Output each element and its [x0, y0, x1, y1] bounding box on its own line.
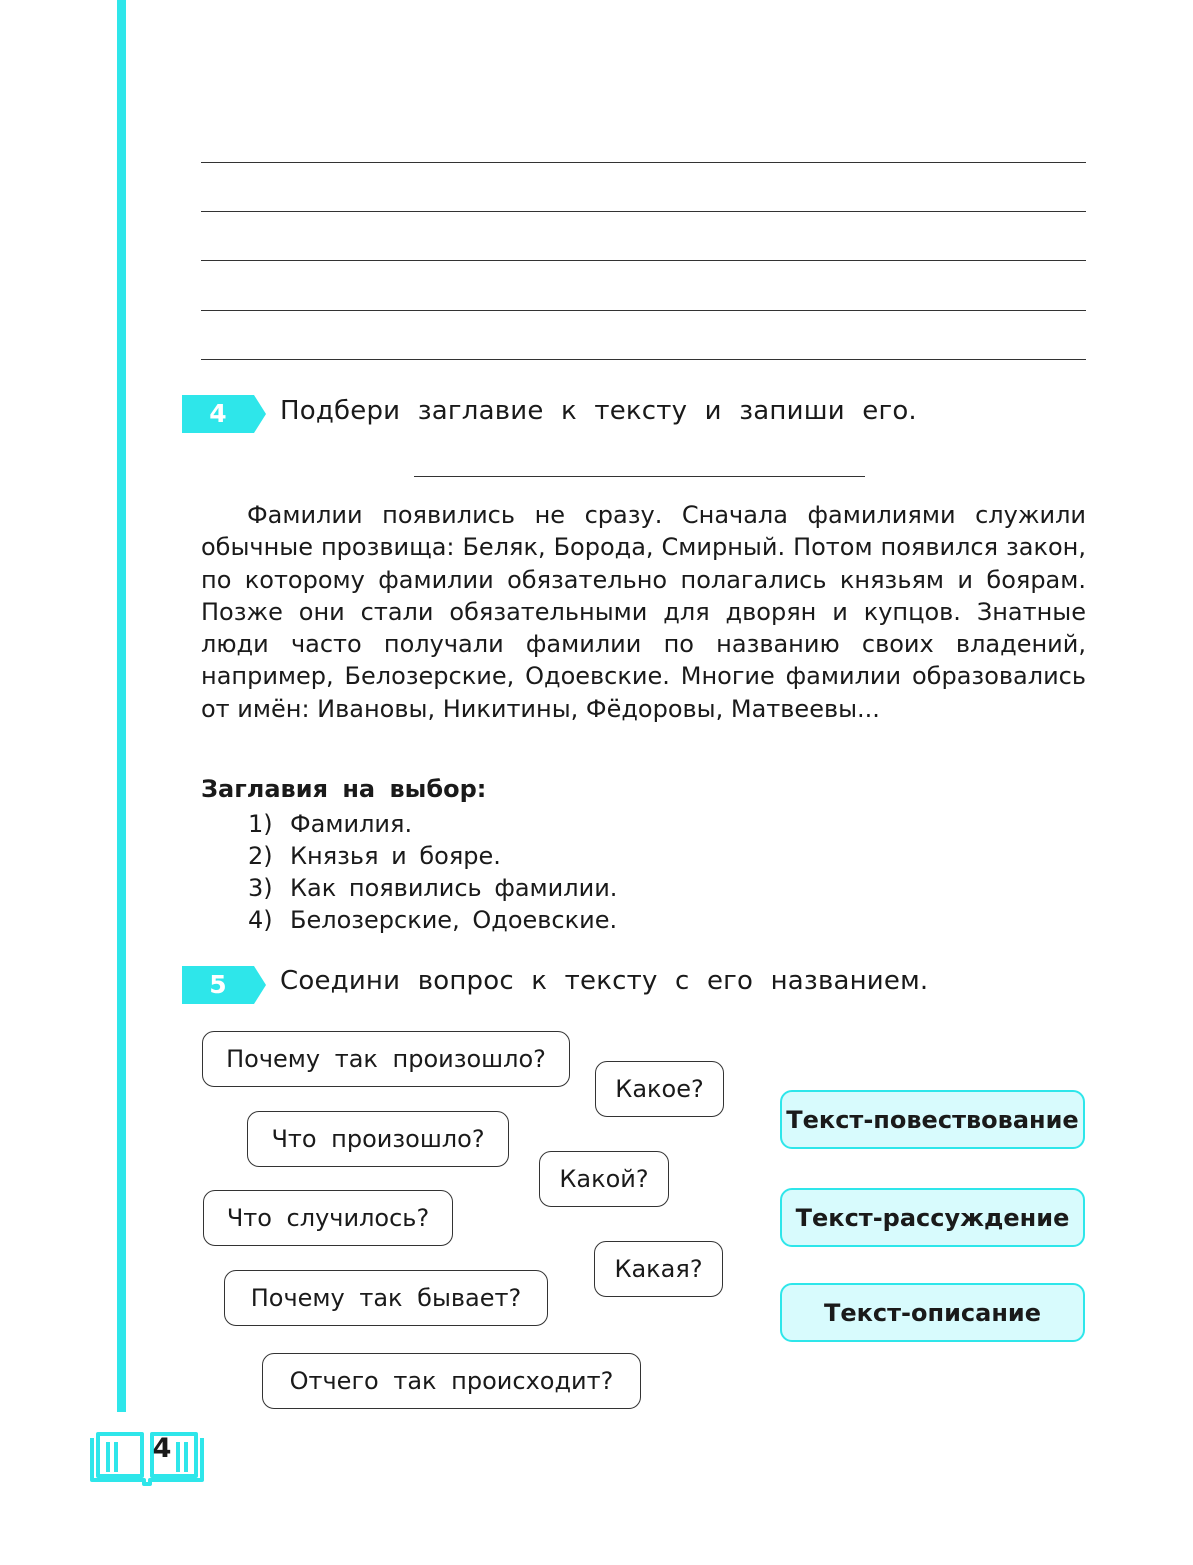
- answer-line[interactable]: [201, 211, 1086, 212]
- question-box[interactable]: Что случилось?: [203, 1190, 453, 1246]
- answer-line[interactable]: [201, 310, 1086, 311]
- choice-item: [248, 808, 617, 840]
- choices-heading: Заглавия на выбор:: [201, 775, 487, 803]
- text-type-box[interactable]: Текст-повествование: [780, 1090, 1085, 1149]
- question-box[interactable]: Что произошло?: [247, 1111, 509, 1167]
- task-number: 4: [209, 399, 227, 428]
- text-type-box[interactable]: Текст-описание: [780, 1283, 1085, 1342]
- question-box[interactable]: Почему так произошло?: [202, 1031, 570, 1087]
- task-4-badge: [182, 395, 266, 433]
- answer-line[interactable]: [201, 359, 1086, 360]
- choice-number: 4): [248, 906, 273, 934]
- choice-item: [248, 840, 617, 872]
- choice-number: 3): [248, 874, 273, 902]
- choice-item: [248, 904, 617, 936]
- margin-bar: [117, 0, 126, 1412]
- question-box[interactable]: Какое?: [595, 1061, 724, 1117]
- answer-line[interactable]: [201, 162, 1086, 163]
- task-5-badge: [182, 966, 266, 1004]
- choice-text: Как появились фамилии.: [290, 874, 618, 902]
- reading-text: [201, 499, 1086, 725]
- title-answer-line[interactable]: [414, 476, 865, 477]
- choice-item: [248, 872, 617, 904]
- answer-line[interactable]: [201, 260, 1086, 261]
- choice-number: 2): [248, 842, 273, 870]
- task-number: 5: [209, 970, 227, 999]
- choice-text: Князья и бояре.: [290, 842, 501, 870]
- question-box[interactable]: Какая?: [594, 1241, 723, 1297]
- choice-number: 1): [248, 810, 273, 838]
- task-5-instruction: Соедини вопрос к тексту с его названием.: [280, 966, 929, 996]
- title-choices-list: [248, 808, 617, 936]
- task-4-instruction: Подбери заглавие к тексту и запиши его.: [280, 396, 917, 426]
- text-type-box[interactable]: Текст-рассуждение: [780, 1188, 1085, 1247]
- question-box[interactable]: Почему так бывает?: [224, 1270, 548, 1326]
- choice-text: Фамилия.: [290, 810, 413, 838]
- choice-text: Белозерские, Одоевские.: [290, 906, 618, 934]
- page-number: 4: [152, 1433, 172, 1464]
- question-box[interactable]: Отчего так происходит?: [262, 1353, 641, 1409]
- question-box[interactable]: Какой?: [539, 1151, 669, 1207]
- reading-paragraph: Фамилии появились не сразу. Сначала фамилиями служили обычные прозвища: Беляк, Борода, Смирный. Потом появился закон, по которому фамилии обязательно полагались князьям и боярам. Позже они стали обязательными для дворян и купцов. Знатные люди часто получали фамилии по названию своих владений, например, Белозерские, Одоевские. Многие фамилии образовались от имён: Ивановы, Никитины, Фёдоровы, Матвеевы...: [201, 501, 1086, 723]
